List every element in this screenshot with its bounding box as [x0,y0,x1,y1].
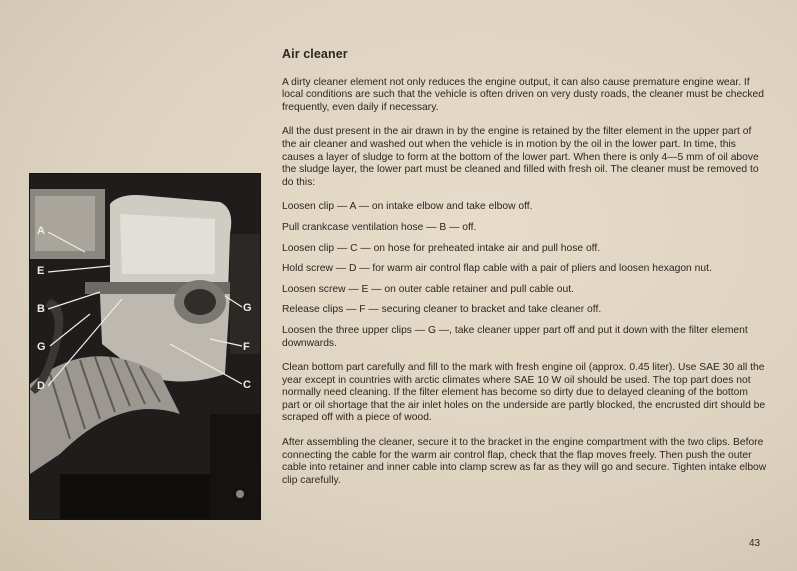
photo-label-g-left: G [37,341,46,353]
step-item: Release clips — F — securing cleaner to bracket and take cleaner off. [282,304,602,316]
step-item: Loosen clip — C — on hose for preheated intake air and pull hose off. [282,242,601,254]
intro-paragraph: A dirty cleaner element not only reduces the engine output, it can also cause premature engine wear. If local conditions are such that the vehicle is often driven on very dusty roads, the cleaner must be checked frequently, even daily if necessary. [282,76,764,113]
photo-label-c: C [243,379,251,391]
engine-photo [29,173,261,520]
step-item: Loosen clip — A — on intake elbow and take elbow off. [282,201,533,213]
dust-paragraph: All the dust present in the air drawn in by the engine is retained by the filter element in the upper part of the air cleaner and washed out when the vehicle is in motion by the oil in the lower part. In time, this causes a layer of sludge to form at the bottom of the lower part. When there is only 4—5 mm of oil above the sludge layer, the lower part must be cleaned and filled with fresh oil. The cleaner must be removed to do this: [282,126,759,188]
text-column [282,48,767,499]
step-item: Hold screw — D — for warm air control flap cable with a pair of pliers and loosen hexagon nut. [282,263,712,275]
assembly-paragraph: After assembling the cleaner, secure it to the bracket in the engine compartment with the two clips. Before connecting the cable for the warm air control flap, check that the flap moves freely. Then push the outer cable into retainer and inner cable into clamp screw as far as they will go and secure. Tighten intake elbow clip carefully. [282,437,767,486]
engine-photo-illustration [30,174,260,519]
photo-label-d: D [37,380,45,392]
photo-label-e: E [37,265,45,277]
photo-label-a: A [37,225,45,237]
photo-label-g-right: G [243,302,252,314]
cleaning-paragraph: Clean bottom part carefully and fill to the mark with fresh engine oil (approx. 0.45 liter). Use SAE 30 all the year except in countries with arctic climates where SAE 10 W oil should be used. The top part does not normally need cleaning. If the filter element has become so dirty due to delayed cleaning of the bottom part or oil shortage that the air inlet holes on the underside are partly blocked, the encrusted dirt should be scraped off with a piece of wood. [282,362,766,424]
step-item: Loosen the three upper clips — G —, take cleaner upper part off and put it down with the filter element downwards. [282,324,748,349]
step-item: Loosen screw — E — on outer cable retainer and pull cable out. [282,283,574,295]
photo-label-b: B [37,303,45,315]
page-number: 43 [749,538,761,549]
section-heading: Air cleaner [282,47,348,61]
step-item: Pull crankcase ventilation hose — B — off. [282,221,477,233]
photo-label-f: F [243,341,250,353]
